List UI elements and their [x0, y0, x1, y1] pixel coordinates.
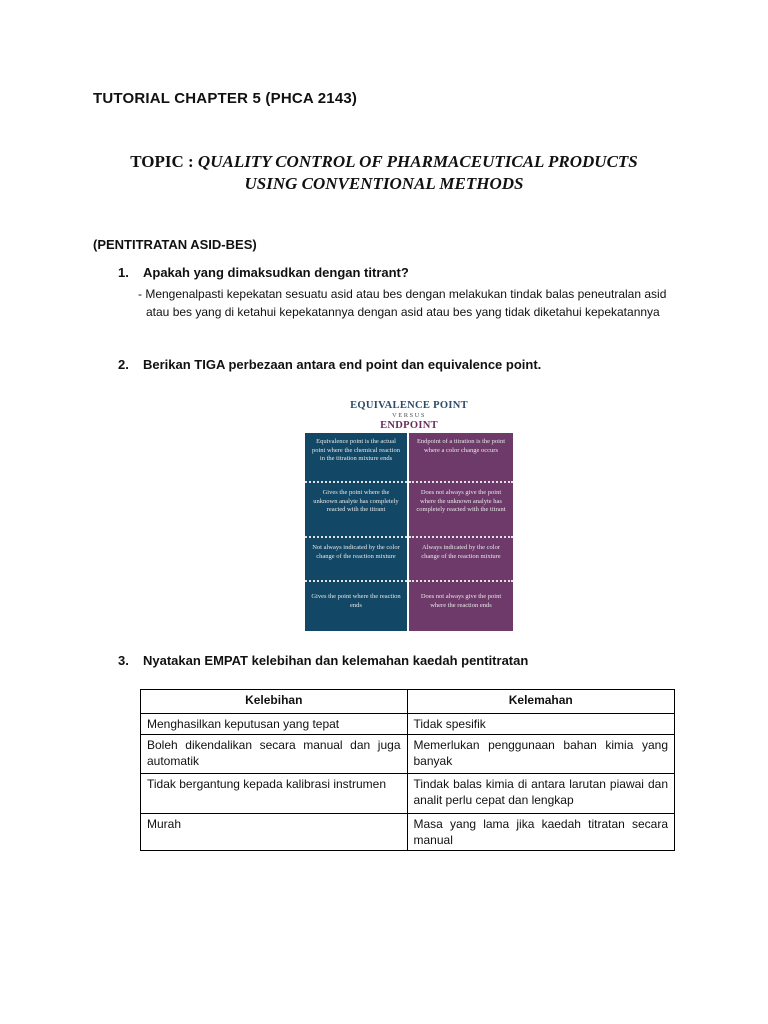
infographic-left-cell: Gives the point where the reaction ends	[311, 593, 401, 609]
table-cell: Menghasilkan keputusan yang tepat	[141, 714, 408, 735]
infographic-divider	[305, 481, 407, 483]
infographic-left-cell: Not always indicated by the color change of the reaction mixture	[312, 544, 400, 560]
infographic-right-cell: Does not always give the point where the reaction ends	[420, 593, 502, 609]
table-cell: Murah	[141, 814, 408, 851]
infographic-divider	[409, 580, 513, 582]
topic-line-2: USING CONVENTIONAL METHODS	[244, 174, 524, 193]
equivalence-vs-endpoint-infographic	[305, 391, 513, 631]
infographic-left-cell: Equivalence point is the actual point where the chemical reaction in the titration mixture ends	[311, 438, 401, 463]
question-2	[118, 357, 541, 372]
question-2-text: Berikan TIGA perbezaan antara end point dan equivalence point.	[143, 357, 542, 372]
question-3-number: 3.	[118, 653, 129, 668]
question-1-text: Apakah yang dimaksudkan dengan titrant?	[143, 265, 409, 280]
infographic-left-column	[305, 433, 407, 631]
infographic-divider	[409, 481, 513, 483]
table-header-row	[141, 690, 675, 714]
table-row	[141, 735, 675, 774]
table-cell: Masa yang lama jika kaedah titratan secara manual	[407, 814, 675, 851]
table-row	[141, 714, 675, 735]
infographic-right-cell: Does not always give the point where the unknown analyte has completely reacted with the titrant	[416, 489, 506, 514]
infographic-right-column	[409, 433, 513, 631]
header-kelebihan: Kelebihan	[141, 690, 408, 714]
table-cell: Tidak spesifik	[407, 714, 675, 735]
section-title: (PENTITRATAN ASID-BES)	[93, 237, 257, 252]
infographic-divider	[409, 536, 513, 538]
topic-prefix: TOPIC :	[130, 152, 198, 171]
infographic-right-cell: Endpoint of a titration is the point where a color change occurs	[416, 438, 506, 454]
header-kelemahan: Kelemahan	[407, 690, 675, 714]
question-2-number: 2.	[118, 357, 129, 372]
question-3-text: Nyatakan EMPAT kelebihan dan kelemahan kaedah pentitratan	[143, 653, 529, 668]
table-cell: Memerlukan penggunaan bahan kimia yang banyak	[407, 735, 675, 774]
question-1	[118, 265, 409, 280]
topic-title	[0, 151, 768, 195]
question-3	[118, 653, 528, 668]
question-1-number: 1.	[118, 265, 129, 280]
document-heading: TUTORIAL CHAPTER 5 (PHCA 2143)	[93, 90, 358, 107]
table-cell: Tidak bergantung kepada kalibrasi instrumen	[141, 774, 408, 814]
infographic-divider	[305, 536, 407, 538]
topic-line-1: QUALITY CONTROL OF PHARMACEUTICAL PRODUCTS	[197, 152, 638, 171]
infographic-title-equivalence: EQUIVALENCE POINT	[350, 400, 468, 411]
infographic-title-endpoint: ENDPOINT	[380, 420, 438, 431]
table-cell: Boleh dikendalikan secara manual dan juga automatik	[141, 735, 408, 774]
table-cell: Tindak balas kimia di antara larutan piawai dan analit perlu cepat dan lengkap	[407, 774, 675, 814]
infographic-right-cell: Always indicated by the color change of the reaction mixture	[421, 544, 501, 560]
table-row	[141, 774, 675, 814]
advantages-disadvantages-table	[140, 689, 675, 851]
answer-1: - Mengenalpasti kepekatan sesuatu asid atau bes dengan melakukan tindak balas peneutralan asid atau bes yang di ketahui kepekatannya dengan asid atau bes yang tidak diketahui kepekatannya	[138, 287, 667, 319]
infographic-left-cell: Gives the point where the unknown analyte has completely reacted with the titrant	[313, 489, 399, 514]
infographic-divider	[305, 580, 407, 582]
table-row	[141, 814, 675, 851]
infographic-versus: VERSUS	[392, 412, 426, 419]
